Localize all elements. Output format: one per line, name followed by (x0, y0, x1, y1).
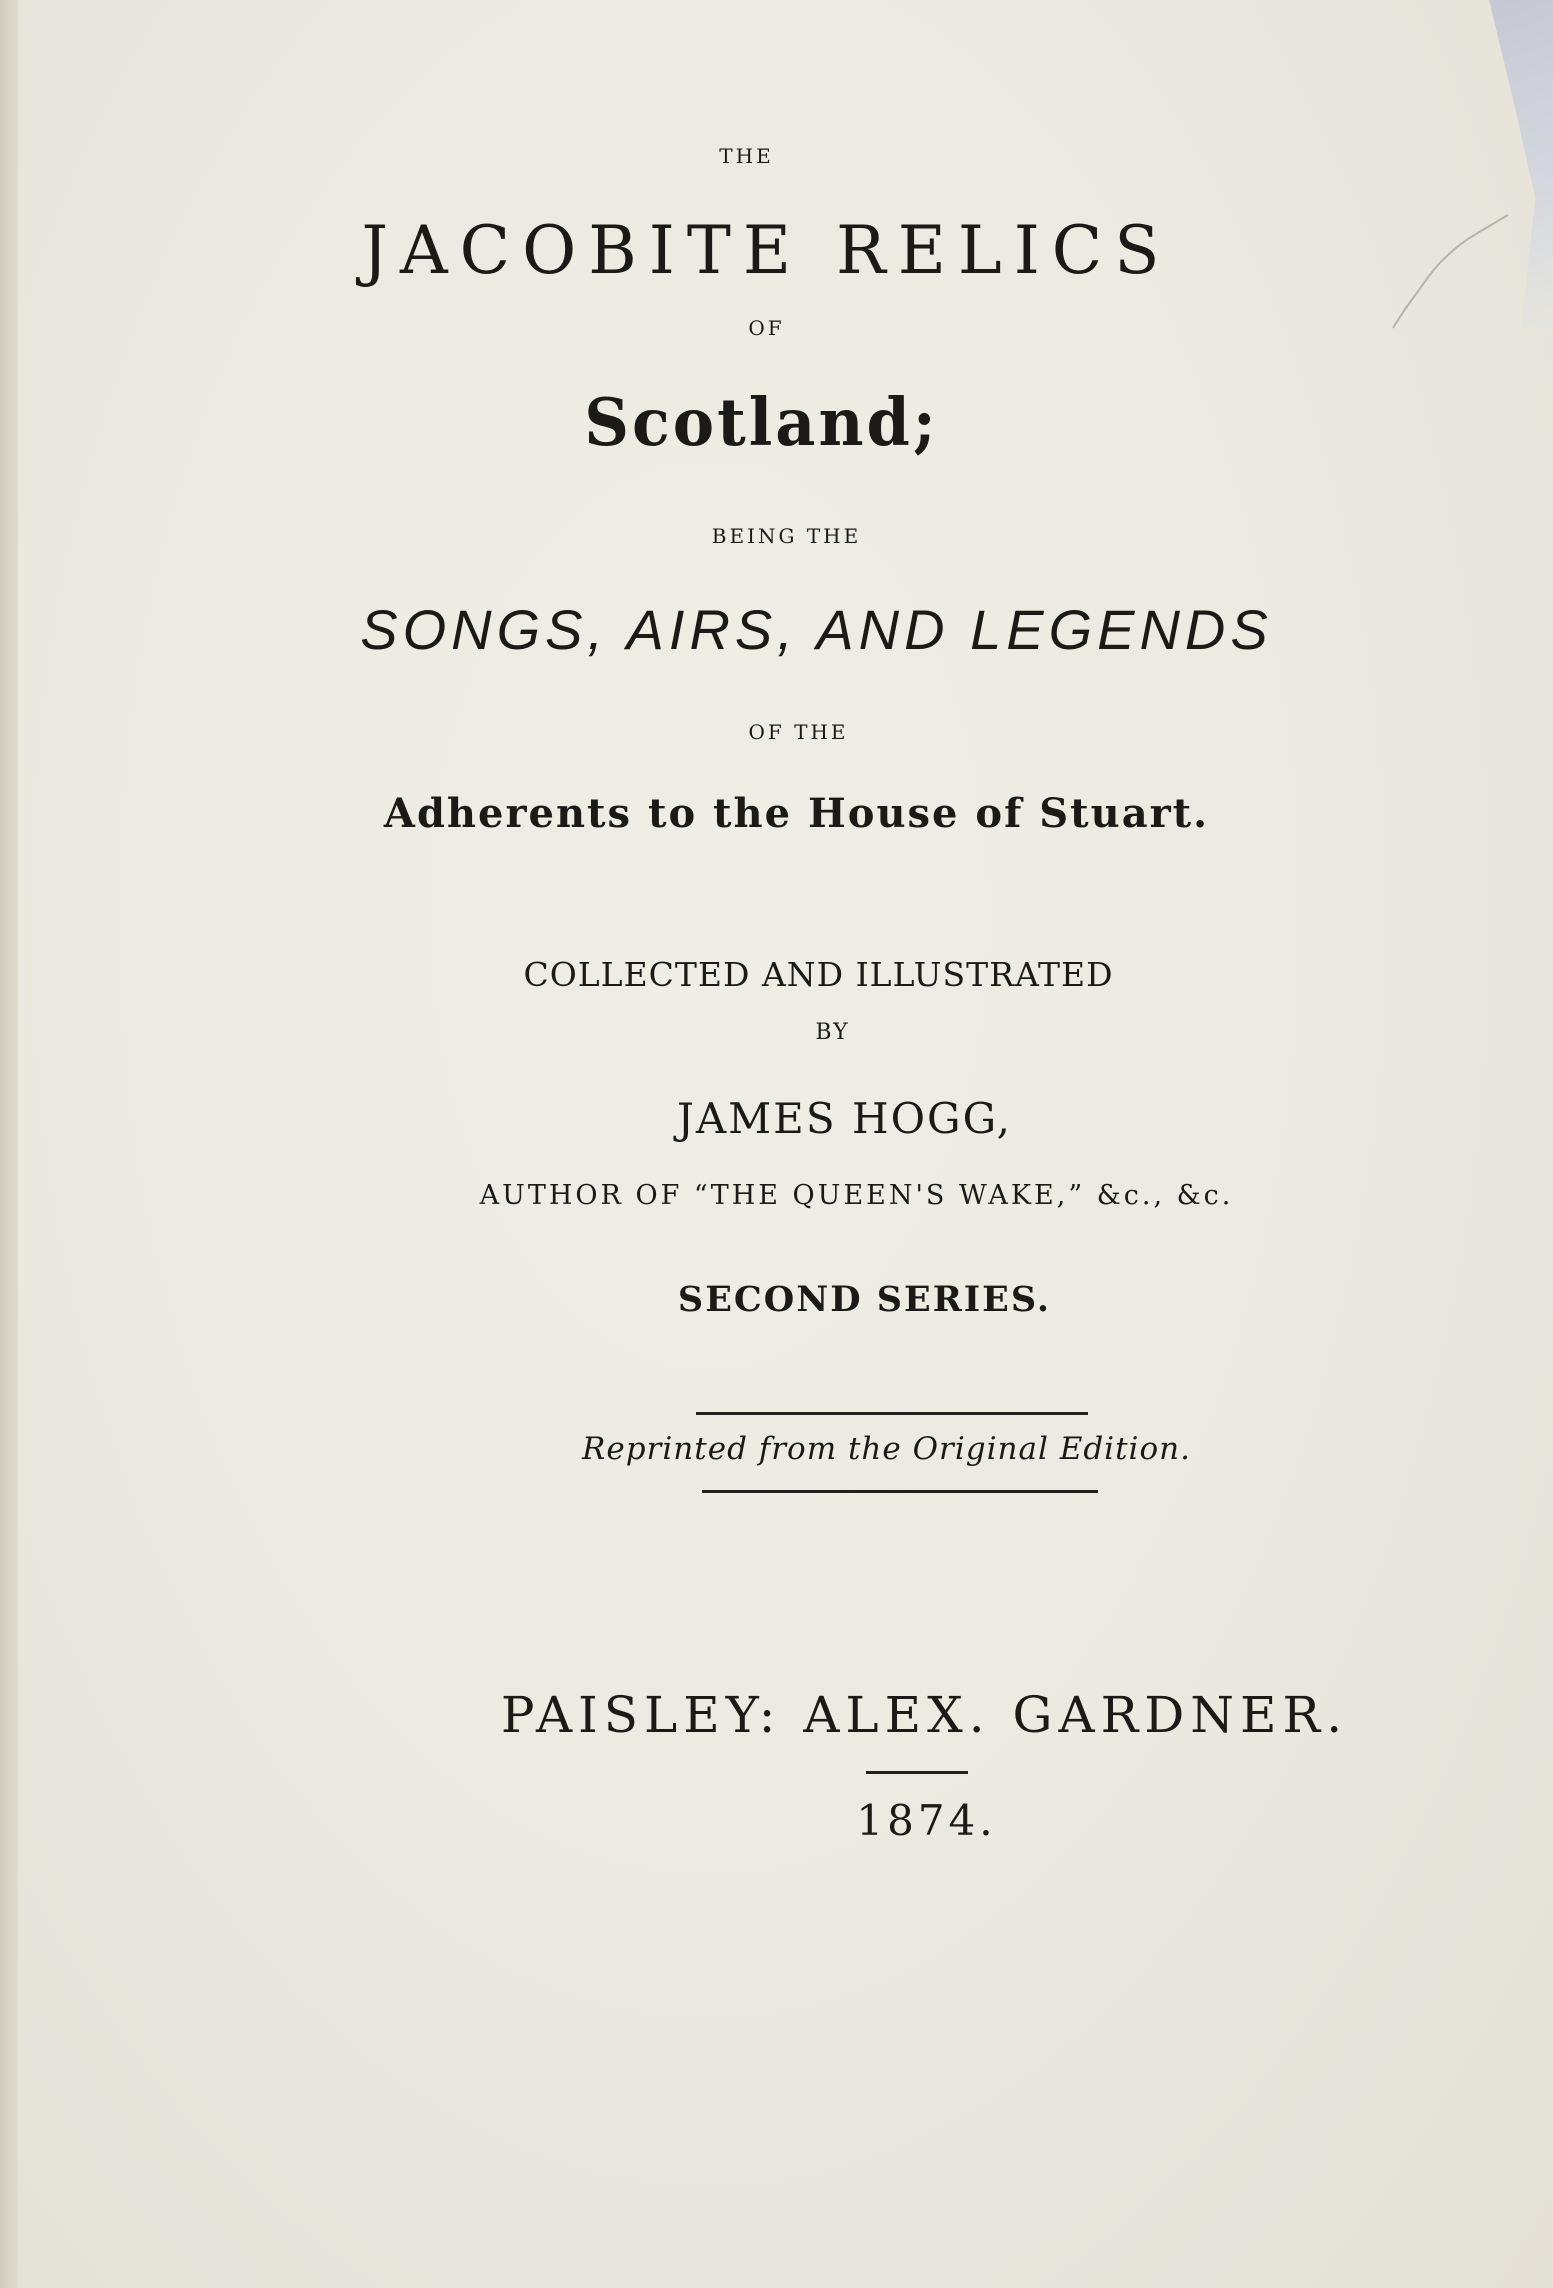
scotland-title: Scotland; (584, 384, 939, 461)
series-line: SECOND SERIES. (677, 1279, 1052, 1320)
reprinted-line: Reprinted from the Original Edition. (582, 1431, 1191, 1467)
by-line: BY (815, 1020, 850, 1045)
main-title: JACOBITE RELICS (361, 212, 1172, 289)
rule-year (866, 1771, 968, 1774)
title-page (18, 0, 1553, 2288)
year-line: 1874. (856, 1796, 997, 1845)
subtitle: SONGS, AIRS, AND LEGENDS (360, 598, 1273, 661)
collected-line: COLLECTED AND ILLUSTRATED (523, 955, 1114, 994)
rule-bottom (702, 1490, 1098, 1493)
rule-top (696, 1412, 1088, 1415)
of-line: OF (748, 316, 785, 340)
adherents-line: Adherents to the House of Stuart. (383, 790, 1210, 837)
publisher-line: PAISLEY: ALEX. GARDNER. (500, 1686, 1349, 1744)
author-name: JAMES HOGG, (677, 1094, 1012, 1143)
the-line: THE (719, 144, 774, 168)
being-the-line: BEING THE (711, 524, 862, 548)
of-the-line: OF THE (748, 720, 849, 744)
author-of-line: AUTHOR OF “THE QUEEN'S WAKE,” &c., &c. (479, 1180, 1234, 1211)
